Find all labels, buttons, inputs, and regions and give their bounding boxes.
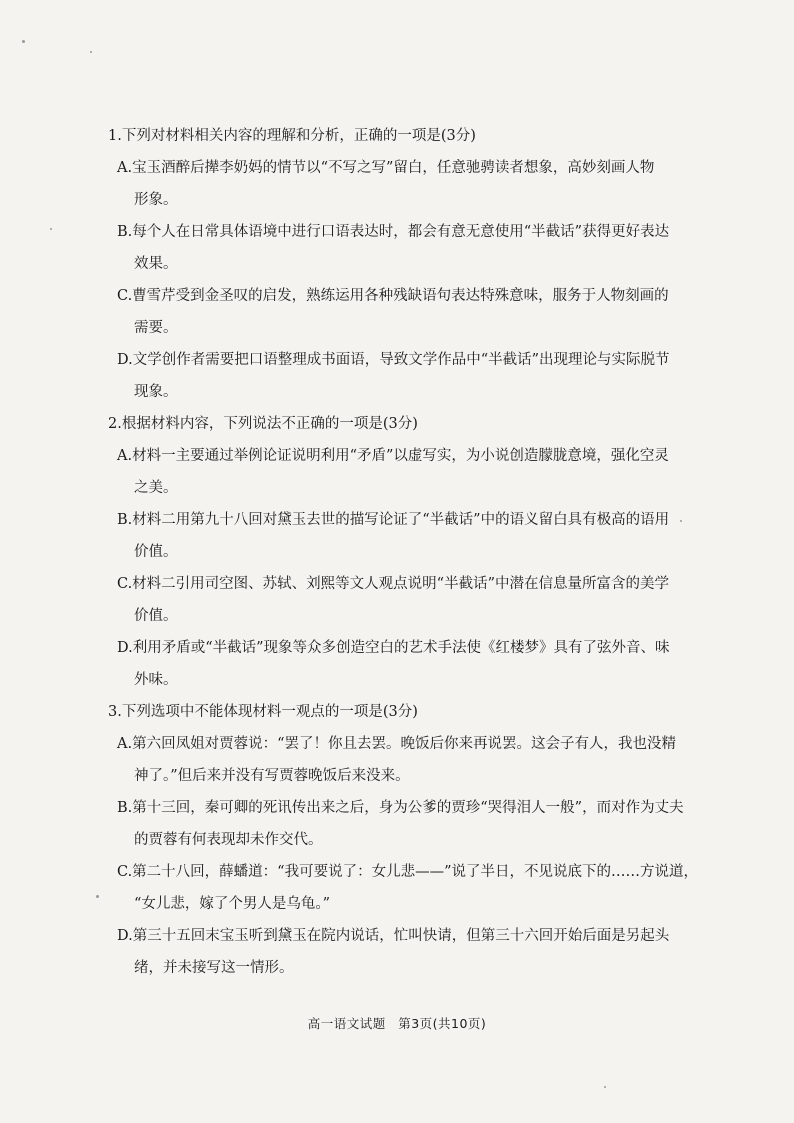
option-c bbox=[117, 856, 717, 920]
option-d bbox=[117, 920, 717, 984]
option-text: D.文学创作者需要把口语整理成书面语，导致文学作品中“半截话”出现理论与实际脱节 bbox=[117, 352, 670, 368]
scan-speck bbox=[604, 1086, 606, 1088]
option-d bbox=[117, 632, 717, 696]
option-d bbox=[117, 344, 717, 408]
option-text: D.第三十五回末宝玉听到黛玉在院内说话，忙叫快请，但第三十六回开始后面是另起头 bbox=[117, 928, 670, 944]
scan-speck bbox=[96, 895, 99, 898]
option-a bbox=[117, 152, 717, 216]
page-footer bbox=[0, 1014, 794, 1032]
question-stem: 2.根据材料内容，下列说法不正确的一项是(3分) bbox=[108, 416, 418, 432]
option-text: C.曹雪芹受到金圣叹的启发，熟练运用各种残缺语句表达特殊意味，服务于人物刻画的 bbox=[117, 288, 669, 304]
scan-speck bbox=[90, 51, 92, 53]
option-text: C.第二十八回，薛蟠道：“我可要说了：女儿悲——”说了半日，不见说底下的……方说道， bbox=[117, 864, 699, 880]
option-a bbox=[117, 728, 717, 792]
option-text: A.宝玉酒醉后撵李奶妈的情节以“不写之写”留白，任意驰骋读者想象，高妙刻画人物 bbox=[117, 160, 655, 176]
option-text-cont: 神了。”但后来并没有写贾蓉晚饭后来没来。 bbox=[134, 768, 410, 784]
option-text-cont: 需要。 bbox=[134, 320, 178, 336]
question-3 bbox=[108, 696, 728, 984]
question-1 bbox=[108, 120, 728, 408]
option-a bbox=[117, 440, 717, 504]
option-b bbox=[117, 216, 717, 280]
option-text: D.利用矛盾或“半截话”现象等众多创造空白的艺术手法使《红楼梦》具有了弦外音、味 bbox=[117, 640, 670, 656]
option-b bbox=[117, 792, 717, 856]
option-b bbox=[117, 504, 717, 568]
option-text-cont: 之美。 bbox=[134, 480, 178, 496]
scan-speck bbox=[22, 40, 25, 43]
option-text: A.第六回凤姐对贾蓉说：“罢了！你且去罢。晚饭后你来再说罢。这会子有人，我也没精 bbox=[117, 736, 676, 752]
option-text: B.每个人在日常具体语境中进行口语表达时，都会有意无意使用“半截话”获得更好表达 bbox=[117, 224, 670, 240]
question-content bbox=[108, 120, 728, 984]
option-text-cont: 价值。 bbox=[134, 544, 178, 560]
option-text: A.材料一主要通过举例论证说明利用“矛盾”以虚写实，为小说创造朦胧意境，强化空灵 bbox=[117, 448, 669, 464]
question-stem: 1.下列对材料相关内容的理解和分析，正确的一项是(3分) bbox=[108, 128, 476, 144]
option-text-cont: 效果。 bbox=[134, 256, 178, 272]
option-text-cont: 外味。 bbox=[134, 672, 178, 688]
option-c bbox=[117, 280, 717, 344]
option-text: B.第十三回，秦可卿的死讯传出来之后，身为公爹的贾珍“哭得泪人一般”，而对作为丈夫 bbox=[117, 800, 684, 816]
option-text-cont: “女儿悲，嫁了个男人是乌龟。” bbox=[134, 896, 331, 912]
option-text: B.材料二用第九十八回对黛玉去世的描写论证了“半截话”中的语义留白具有极高的语用 bbox=[117, 512, 670, 528]
footer-subject: 高一语文试题 bbox=[307, 1016, 386, 1031]
question-stem: 3.下列选项中不能体现材料一观点的一项是(3分) bbox=[108, 704, 418, 720]
question-2 bbox=[108, 408, 728, 696]
option-text-cont: 价值。 bbox=[134, 608, 178, 624]
option-text-cont: 绪，并未接写这一情形。 bbox=[134, 960, 294, 976]
option-text-cont: 形象。 bbox=[134, 192, 178, 208]
option-text-cont: 现象。 bbox=[134, 384, 178, 400]
option-text: C.材料二引用司空图、苏轼、刘熙等文人观点说明“半截话”中潜在信息量所富含的美学 bbox=[117, 576, 670, 592]
footer-page-number: 第3页(共10页) bbox=[398, 1016, 487, 1031]
option-text-cont: 的贾蓉有何表现却未作交代。 bbox=[134, 832, 323, 848]
scan-speck bbox=[50, 228, 52, 230]
option-c bbox=[117, 568, 717, 632]
